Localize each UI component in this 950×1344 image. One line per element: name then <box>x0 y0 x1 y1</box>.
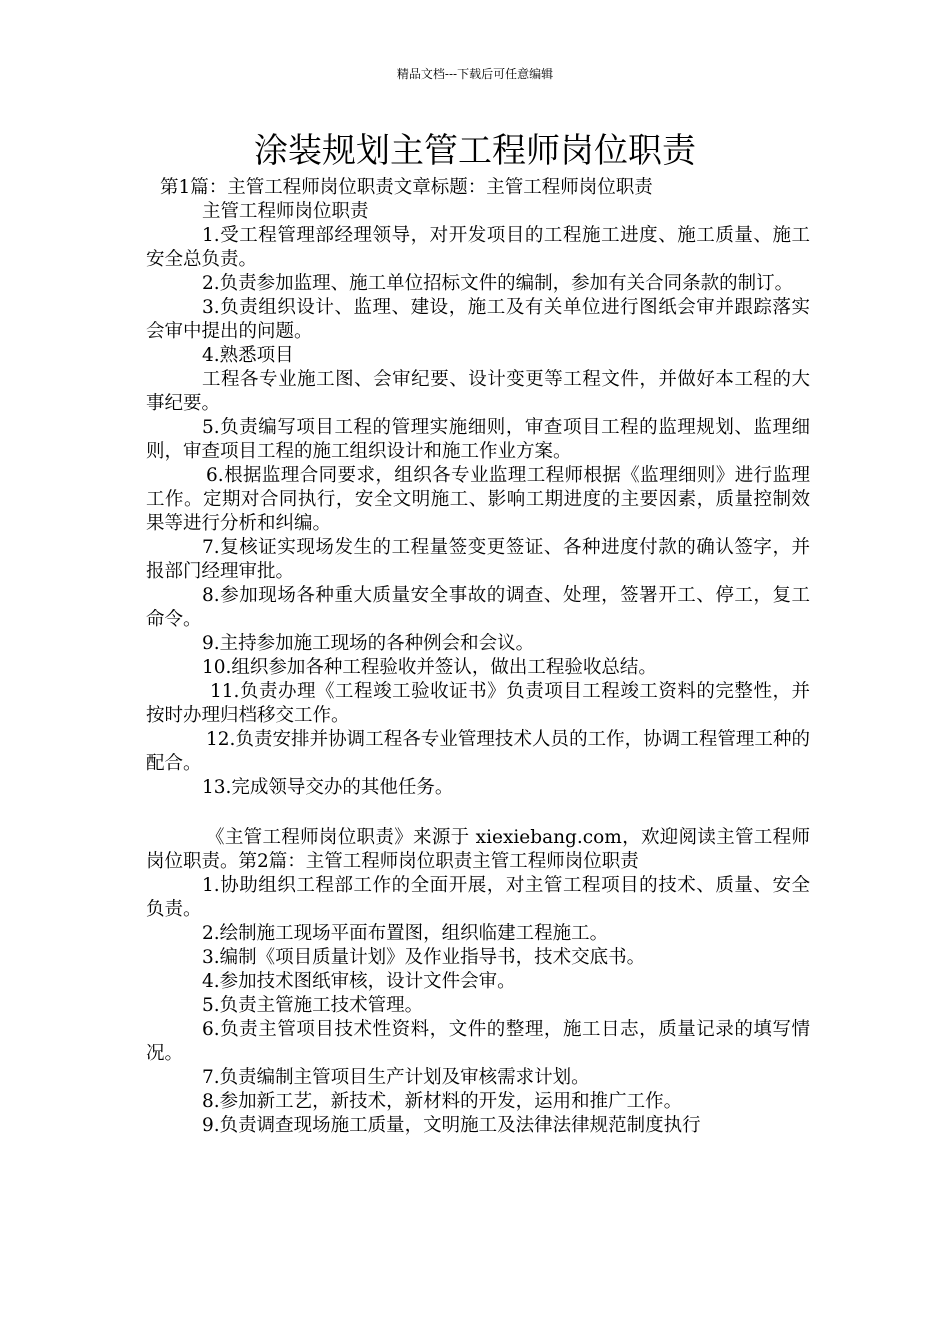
paragraph: 主管工程师岗位职责 <box>202 201 369 222</box>
paragraph: 10.组织参加各种工程验收并签认，做出工程验收总结。 <box>202 657 657 678</box>
paragraph: 11.负责办理《工程竣工验收证书》负责项目工程竣工资料的完整性，并按时办理归档移交工作。 <box>146 681 810 726</box>
paragraph: 8.参加现场各种重大质量安全事故的调查、处理，签署开工、停工，复工命令。 <box>146 585 810 630</box>
paragraph: 4.参加技术图纸审核，设计文件会审。 <box>202 971 516 992</box>
paragraph: 7.负责编制主管项目生产计划及审核需求计划。 <box>202 1067 590 1088</box>
blank-line <box>146 800 810 826</box>
document-body <box>146 176 810 1138</box>
page-header: 精品文档---下载后可任意编辑 <box>396 67 554 81</box>
paragraph: 13.完成领导交办的其他任务。 <box>202 777 454 798</box>
paragraph: 2.负责参加监理、施工单位招标文件的编制，参加有关合同条款的制订。 <box>202 273 794 294</box>
paragraph: 1.受工程管理部经理领导，对开发项目的工程施工进度、施工质量、施工安全总负责。 <box>146 225 810 270</box>
paragraph: 第1篇：主管工程师岗位职责文章标题：主管工程师岗位职责 <box>160 177 653 198</box>
paragraph: 8.参加新工艺，新技术，新材料的开发，运用和推广工作。 <box>202 1091 683 1112</box>
paragraph: 5.负责编写项目工程的管理实施细则，审查项目工程的监理规划、监理细则，审查项目工程的施工组织设计和施工作业方案。 <box>146 417 810 462</box>
paragraph: 9.主持参加施工现场的各种例会和会议。 <box>202 633 535 654</box>
paragraph: 2.绘制施工现场平面布置图，组织临建工程施工。 <box>202 923 609 944</box>
paragraph: 工程各专业施工图、会审纪要、设计变更等工程文件，并做好本工程的大事纪要。 <box>146 369 810 414</box>
paragraph: 9.负责调查现场施工质量，文明施工及法律法律规范制度执行 <box>202 1115 701 1136</box>
paragraph: 1.协助组织工程部工作的全面开展，对主管工程项目的技术、质量、安全负责。 <box>146 875 810 920</box>
paragraph: 3.负责组织设计、监理、建设，施工及有关单位进行图纸会审并跟踪落实会审中提出的问题。 <box>146 297 810 342</box>
document-title: 涂装规划主管工程师岗位职责 <box>254 131 696 171</box>
paragraph: 《主管工程师岗位职责》来源于 xiexiebang.com，欢迎阅读主管工程师岗位职责。第2篇：主管工程师岗位职责主管工程师岗位职责 <box>146 827 810 872</box>
paragraph: 4.熟悉项目 <box>202 345 294 366</box>
paragraph: 7.复核证实现场发生的工程量签变更签证、各种进度付款的确认签字，并报部门经理审批。 <box>146 537 810 582</box>
paragraph: 6.根据监理合同要求，组织各专业监理工程师根据《监理细则》进行监理工作。定期对合同执行，安全文明施工、影响工期进度的主要因素，质量控制效果等进行分析和纠编。 <box>146 465 810 534</box>
paragraph: 3.编制《项目质量计划》及作业指导书，技术交底书。 <box>202 947 646 968</box>
paragraph: 12.负责安排并协调工程各专业管理技术人员的工作，协调工程管理工种的配合。 <box>146 729 810 774</box>
paragraph: 6.负责主管项目技术性资料，文件的整理，施工日志，质量记录的填写情况。 <box>146 1019 810 1064</box>
paragraph: 5.负责主管施工技术管理。 <box>202 995 424 1016</box>
